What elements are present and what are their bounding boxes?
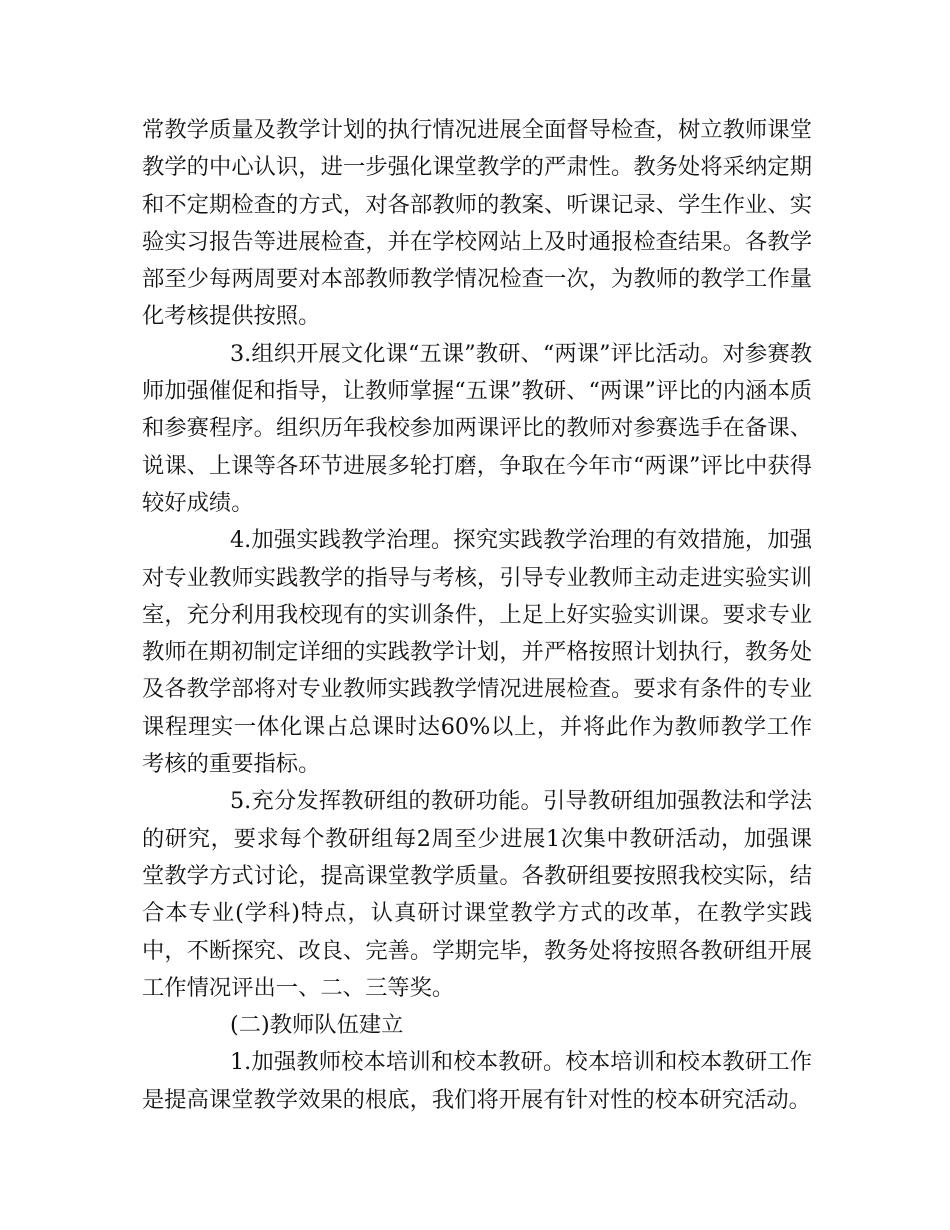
- paragraph-inspection: 常教学质量及教学计划的执行情况进展全面督导检查，树立教师课堂教学的中心认识，进一步强化课堂教学的严肃性。教务处将采纳定期和不定期检查的方式，对各部教师的教案、听课记录、学生作业、实验实习报告等进展检查，并在学校网站上及时通报检查结果。各教学部至少每两周要对本部教师教学情况检查一次，为教师的教学工作量化考核提供按照。: [142, 117, 812, 330]
- paragraph-item-3: 3.组织开展文化课“五课”教研、“两课”评比活动。对参赛教师加强催促和指导，让教师掌握“五课”教研、“两课”评比的内涵本质和参赛程序。组织历年我校参加两课评比的教师对参赛选手在备课、说课、上课等各环节进展多轮打磨，争取在今年市“两课”评比中获得较好成绩。: [142, 340, 812, 516]
- paragraph-item-1: 1.加强教师校本培训和校本教研。校本培训和校本教研工作是提高课堂教学效果的根底，我们将开展有针对性的校本研究活动。: [142, 1049, 812, 1113]
- section-heading-teacher-team: (二)教师队伍建立: [230, 1012, 404, 1039]
- paragraph-item-5: 5.充分发挥教研组的教研功能。引导教研组加强教法和学法的研究，要求每个教研组每2周至少进展1次集中教研活动，加强课堂教学方式讨论，提高课堂教学质量。各教研组要按照我校实际，结合本专业(学科)特点，认真研讨课堂教学方式的改革，在教学实践中，不断探究、改良、完善。学期完毕，教务处将按照各教研组开展工作情况评出一、二、三等奖。: [142, 788, 812, 1001]
- paragraph-item-4: 4.加强实践教学治理。探究实践教学治理的有效措施，加强对专业教师实践教学的指导与考核，引导专业教师主动走进实验实训室，充分利用我校现有的实训条件，上足上好实验实训课。要求专业教师在期初制定详细的实践教学计划，并严格按照计划执行，教务处及各教学部将对专业教师实践教学情况进展检查。要求有条件的专业课程理实一体化课占总课时达60%以上，并将此作为教师教学工作考核的重要指标。: [142, 527, 812, 778]
- document-body: [142, 112, 812, 1119]
